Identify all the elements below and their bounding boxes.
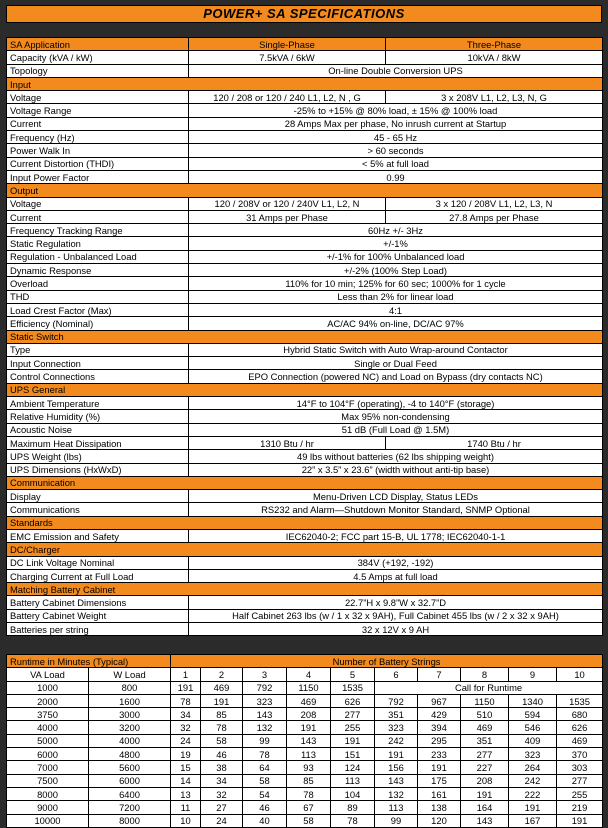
spec-label: Voltage Range <box>7 104 189 117</box>
runtime-cell: 15 <box>171 761 201 774</box>
spec-row <box>7 197 603 210</box>
runtime-row <box>7 801 603 814</box>
runtime-cell: 124 <box>331 761 375 774</box>
spec-label: Acoustic Noise <box>7 423 189 436</box>
spec-row <box>7 596 603 609</box>
runtime-cell: 85 <box>287 774 331 787</box>
runtime-row <box>7 748 603 761</box>
runtime-cell: 58 <box>287 814 331 827</box>
spec-value: Single or Dual Feed <box>189 357 603 370</box>
spec-label: Display <box>7 490 189 503</box>
section-header-row <box>7 330 603 343</box>
va-load-cell: 4000 <box>7 721 89 734</box>
w-load-cell: 3000 <box>89 708 171 721</box>
runtime-row <box>7 774 603 787</box>
w-load-cell: 5600 <box>89 761 171 774</box>
va-load-cell: 3750 <box>7 708 89 721</box>
spec-value: 28 Amps Max per phase, No inrush current at Startup <box>189 117 603 130</box>
spec-row <box>7 91 603 104</box>
spec-row <box>7 303 603 316</box>
runtime-table <box>6 654 603 828</box>
runtime-cell: 277 <box>461 748 509 761</box>
w-load-header: W Load <box>89 668 171 681</box>
spec-value-single-phase: 7.5kVA / 6kW <box>189 51 386 64</box>
spec-value: -25% to +15% @ 80% load, ± 15% @ 100% load <box>189 104 603 117</box>
runtime-cell: 67 <box>287 801 331 814</box>
runtime-cell: 394 <box>418 721 461 734</box>
spec-row <box>7 529 603 542</box>
runtime-row <box>7 787 603 800</box>
runtime-cell: 14 <box>171 774 201 787</box>
runtime-cell: 85 <box>201 708 243 721</box>
runtime-cell: 208 <box>461 774 509 787</box>
spec-label: Batteries per string <box>7 623 189 636</box>
runtime-cell: 46 <box>243 801 287 814</box>
runtime-cell: 99 <box>243 734 287 747</box>
runtime-cell: 58 <box>201 734 243 747</box>
call-for-runtime-note: Call for Runtime <box>375 681 603 694</box>
spec-value: Hybrid Static Switch with Auto Wrap-around Contactor <box>189 343 603 356</box>
spec-row <box>7 463 603 476</box>
runtime-cell: 191 <box>418 761 461 774</box>
spec-row <box>7 210 603 223</box>
runtime-cell: 113 <box>287 748 331 761</box>
runtime-cell: 138 <box>418 801 461 814</box>
runtime-cell: 219 <box>557 801 603 814</box>
spec-label: Efficiency (Nominal) <box>7 317 189 330</box>
spec-row <box>7 237 603 250</box>
spec-value: > 60 seconds <box>189 144 603 157</box>
spec-value: 4:1 <box>189 303 603 316</box>
spec-row <box>7 264 603 277</box>
runtime-cell: 255 <box>331 721 375 734</box>
battery-strings-title: Number of Battery Strings <box>171 655 603 668</box>
runtime-cell: 191 <box>461 787 509 800</box>
runtime-cell: 469 <box>201 681 243 694</box>
runtime-cell: 132 <box>375 787 418 800</box>
spec-value-single-phase: 1310 Btu / hr <box>189 436 386 449</box>
runtime-cell: 64 <box>243 761 287 774</box>
w-load-cell: 6000 <box>89 774 171 787</box>
spec-label: Capacity (kVA / kW) <box>7 51 189 64</box>
spec-value: 0.99 <box>189 170 603 183</box>
spec-row <box>7 117 603 130</box>
runtime-cell: 351 <box>461 734 509 747</box>
runtime-title: Runtime in Minutes (Typical) <box>7 655 171 668</box>
runtime-cell: 191 <box>375 748 418 761</box>
va-load-cell: 2000 <box>7 694 89 707</box>
spec-label: UPS Dimensions (HxWxD) <box>7 463 189 476</box>
spec-row <box>7 436 603 449</box>
runtime-cell: 1340 <box>509 694 557 707</box>
spec-row <box>7 410 603 423</box>
runtime-cell: 143 <box>243 708 287 721</box>
spec-label: Voltage <box>7 197 189 210</box>
spec-value: Half Cabinet 263 lbs (w / 1 x 32 x 9AH), Full Cabinet 455 lbs (w / 2 x 32 x 9AH) <box>189 609 603 622</box>
spec-row <box>7 104 603 117</box>
spec-row <box>7 556 603 569</box>
runtime-cell: 191 <box>331 734 375 747</box>
section-header-row <box>7 383 603 396</box>
spec-row <box>7 131 603 144</box>
spec-value: AC/AC 94% on-line, DC/AC 97% <box>189 317 603 330</box>
spec-label: THD <box>7 290 189 303</box>
runtime-cell: 295 <box>418 734 461 747</box>
w-load-cell: 4000 <box>89 734 171 747</box>
spec-row <box>7 503 603 516</box>
spec-row <box>7 450 603 463</box>
spec-row <box>7 64 603 77</box>
table-header-row <box>7 38 603 51</box>
string-count-header: 9 <box>509 668 557 681</box>
runtime-cell: 1535 <box>557 694 603 707</box>
runtime-cell: 792 <box>243 681 287 694</box>
spec-value: EPO Connection (powered NC) and Load on Bypass (dry contacts NC) <box>189 370 603 383</box>
section-title: Standards <box>7 516 603 529</box>
spec-label: DC Link Voltage Nominal <box>7 556 189 569</box>
spec-label: Control Connections <box>7 370 189 383</box>
va-load-cell: 10000 <box>7 814 89 827</box>
spec-value: RS232 and Alarm—Shutdown Monitor Standard, SNMP Optional <box>189 503 603 516</box>
spec-value-three-phase: 3 x 120 / 208V L1, L2, L3, N <box>386 197 603 210</box>
runtime-cell: 351 <box>375 708 418 721</box>
runtime-cell: 10 <box>171 814 201 827</box>
spec-value: 51 dB (Full Load @ 1.5M) <box>189 423 603 436</box>
section-header-row <box>7 543 603 556</box>
va-load-cell: 9000 <box>7 801 89 814</box>
runtime-cell: 191 <box>171 681 201 694</box>
runtime-cell: 191 <box>557 814 603 827</box>
va-load-cell: 5000 <box>7 734 89 747</box>
section-header-row <box>7 583 603 596</box>
spec-row <box>7 277 603 290</box>
spec-label: Regulation - Unbalanced Load <box>7 250 189 263</box>
section-header-row <box>7 476 603 489</box>
runtime-cell: 27 <box>201 801 243 814</box>
runtime-cell: 191 <box>201 694 243 707</box>
runtime-cell: 32 <box>201 787 243 800</box>
runtime-cell: 164 <box>461 801 509 814</box>
va-load-header: VA Load <box>7 668 89 681</box>
spec-value: 22” x 3.5” x 23.6” (width without anti-tip base) <box>189 463 603 476</box>
spec-row <box>7 370 603 383</box>
spec-value: 49 lbs without batteries (62 lbs shipping weight) <box>189 450 603 463</box>
spec-label: Voltage <box>7 91 189 104</box>
runtime-cell: 370 <box>557 748 603 761</box>
w-load-cell: 1600 <box>89 694 171 707</box>
runtime-cell: 78 <box>287 787 331 800</box>
section-title: Output <box>7 184 603 197</box>
spec-label: Frequency (Hz) <box>7 131 189 144</box>
spec-label: Relative Humidity (%) <box>7 410 189 423</box>
runtime-cell: 38 <box>201 761 243 774</box>
spec-label: Load Crest Factor (Max) <box>7 303 189 316</box>
section-header-row <box>7 184 603 197</box>
runtime-cell: 277 <box>331 708 375 721</box>
runtime-cell: 143 <box>287 734 331 747</box>
runtime-cell: 510 <box>461 708 509 721</box>
w-load-cell: 7200 <box>89 801 171 814</box>
spec-value: 60Hz +/- 3Hz <box>189 224 603 237</box>
runtime-cell: 156 <box>375 761 418 774</box>
runtime-cell: 1150 <box>287 681 331 694</box>
runtime-cell: 167 <box>509 814 557 827</box>
spec-value-three-phase: 1740 Btu / hr <box>386 436 603 449</box>
spec-label: Overload <box>7 277 189 290</box>
string-count-header: 3 <box>243 668 287 681</box>
spec-label: Topology <box>7 64 189 77</box>
runtime-cell: 93 <box>287 761 331 774</box>
runtime-cell: 242 <box>375 734 418 747</box>
runtime-cell: 24 <box>171 734 201 747</box>
spec-row <box>7 224 603 237</box>
runtime-row <box>7 694 603 707</box>
runtime-cell: 40 <box>243 814 287 827</box>
spec-label: Dynamic Response <box>7 264 189 277</box>
w-load-cell: 4800 <box>89 748 171 761</box>
runtime-cell: 34 <box>201 774 243 787</box>
runtime-cell: 227 <box>461 761 509 774</box>
runtime-cell: 191 <box>287 721 331 734</box>
runtime-row <box>7 721 603 734</box>
spec-label: Battery Cabinet Weight <box>7 609 189 622</box>
runtime-row <box>7 814 603 827</box>
runtime-row <box>7 734 603 747</box>
string-count-header: 2 <box>201 668 243 681</box>
va-load-cell: 7500 <box>7 774 89 787</box>
spec-row <box>7 290 603 303</box>
string-count-header: 6 <box>375 668 418 681</box>
spec-value: 45 - 65 Hz <box>189 131 603 144</box>
spec-row <box>7 51 603 64</box>
spec-label: Current Distortion (THDI) <box>7 157 189 170</box>
spec-label: UPS Weight (lbs) <box>7 450 189 463</box>
spec-row <box>7 423 603 436</box>
spec-value-single-phase: 31 Amps per Phase <box>189 210 386 223</box>
spec-value: +/-1% <box>189 237 603 250</box>
spec-label: Communications <box>7 503 189 516</box>
spec-value: Less than 2% for linear load <box>189 290 603 303</box>
spec-label: EMC Emission and Safety <box>7 529 189 542</box>
runtime-cell: 58 <box>243 774 287 787</box>
w-load-cell: 8000 <box>89 814 171 827</box>
runtime-cell: 323 <box>509 748 557 761</box>
runtime-cell: 175 <box>418 774 461 787</box>
runtime-cell: 24 <box>201 814 243 827</box>
runtime-cell: 264 <box>509 761 557 774</box>
spec-value: < 5% at full load <box>189 157 603 170</box>
runtime-cell: 469 <box>557 734 603 747</box>
runtime-cell: 151 <box>331 748 375 761</box>
runtime-cell: 132 <box>243 721 287 734</box>
spec-label: Battery Cabinet Dimensions <box>7 596 189 609</box>
specifications-table <box>6 37 603 636</box>
va-load-cell: 7000 <box>7 761 89 774</box>
spec-label: Input Power Factor <box>7 170 189 183</box>
runtime-cell: 323 <box>243 694 287 707</box>
va-load-cell: 8000 <box>7 787 89 800</box>
spec-row <box>7 357 603 370</box>
spec-value: +/-1% for 100% Unbalanced load <box>189 250 603 263</box>
va-load-cell: 1000 <box>7 681 89 694</box>
runtime-cell: 99 <box>375 814 418 827</box>
spec-label: Frequency Tracking Range <box>7 224 189 237</box>
string-count-header: 10 <box>557 668 603 681</box>
runtime-row <box>7 681 603 694</box>
header-three-phase: Three-Phase <box>386 38 603 51</box>
runtime-cell: 626 <box>557 721 603 734</box>
spec-row <box>7 317 603 330</box>
runtime-cell: 967 <box>418 694 461 707</box>
section-title: Matching Battery Cabinet <box>7 583 603 596</box>
runtime-cell: 19 <box>171 748 201 761</box>
runtime-cell: 1535 <box>331 681 375 694</box>
spec-value-three-phase: 10kVA / 8kW <box>386 51 603 64</box>
spec-row <box>7 250 603 263</box>
spec-value: IEC62040-2; FCC part 15-B, UL 1778; IEC62040-1-1 <box>189 529 603 542</box>
runtime-cell: 78 <box>331 814 375 827</box>
runtime-cell: 409 <box>509 734 557 747</box>
runtime-cell: 78 <box>201 721 243 734</box>
runtime-cell: 429 <box>418 708 461 721</box>
spec-label: Current <box>7 117 189 130</box>
section-header-row <box>7 516 603 529</box>
section-header-row <box>7 77 603 90</box>
runtime-title-row <box>7 655 603 668</box>
section-title: Static Switch <box>7 330 603 343</box>
spec-value-three-phase: 27.8 Amps per Phase <box>386 210 603 223</box>
string-count-header: 4 <box>287 668 331 681</box>
w-load-cell: 3200 <box>89 721 171 734</box>
spec-row <box>7 623 603 636</box>
spec-value: Max 95% non-condensing <box>189 410 603 423</box>
spec-value: 32 x 12V x 9 AH <box>189 623 603 636</box>
spec-value: +/-2% (100% Step Load) <box>189 264 603 277</box>
spec-label: Ambient Temperature <box>7 397 189 410</box>
spec-row <box>7 144 603 157</box>
string-count-header: 7 <box>418 668 461 681</box>
runtime-cell: 323 <box>375 721 418 734</box>
section-title: Communication <box>7 476 603 489</box>
runtime-cell: 233 <box>418 748 461 761</box>
runtime-cell: 32 <box>171 721 201 734</box>
spec-row <box>7 157 603 170</box>
spec-row <box>7 343 603 356</box>
spec-value: 110% for 10 min; 125% for 60 sec; 1000% for 1 cycle <box>189 277 603 290</box>
runtime-cell: 255 <box>557 787 603 800</box>
runtime-cell: 303 <box>557 761 603 774</box>
runtime-cell: 161 <box>418 787 461 800</box>
runtime-cell: 191 <box>509 801 557 814</box>
runtime-cell: 13 <box>171 787 201 800</box>
spec-row <box>7 569 603 582</box>
spec-label: Input Connection <box>7 357 189 370</box>
header-label: SA Application <box>7 38 189 51</box>
spec-row <box>7 170 603 183</box>
va-load-cell: 6000 <box>7 748 89 761</box>
runtime-cell: 143 <box>461 814 509 827</box>
runtime-row <box>7 761 603 774</box>
runtime-cell: 469 <box>287 694 331 707</box>
runtime-cell: 78 <box>243 748 287 761</box>
page-title: POWER+ SA SPECIFICATIONS <box>6 5 602 23</box>
spec-label: Current <box>7 210 189 223</box>
spec-label: Power Walk In <box>7 144 189 157</box>
runtime-cell: 792 <box>375 694 418 707</box>
runtime-cell: 120 <box>418 814 461 827</box>
runtime-column-header-row <box>7 668 603 681</box>
runtime-cell: 469 <box>461 721 509 734</box>
runtime-cell: 680 <box>557 708 603 721</box>
string-count-header: 8 <box>461 668 509 681</box>
runtime-cell: 89 <box>331 801 375 814</box>
spec-value: 14°F to 104°F (operating), -4 to 140°F (storage) <box>189 397 603 410</box>
runtime-cell: 143 <box>375 774 418 787</box>
runtime-cell: 208 <box>287 708 331 721</box>
runtime-cell: 34 <box>171 708 201 721</box>
w-load-cell: 6400 <box>89 787 171 800</box>
string-count-header: 1 <box>171 668 201 681</box>
w-load-cell: 800 <box>89 681 171 694</box>
spec-label: Charging Current at Full Load <box>7 569 189 582</box>
spec-label: Maximum Heat Dissipation <box>7 436 189 449</box>
spec-value: 384V (+192, -192) <box>189 556 603 569</box>
spec-value-three-phase: 3 x 208V L1, L2, L3, N, G <box>386 91 603 104</box>
runtime-cell: 54 <box>243 787 287 800</box>
spec-row <box>7 397 603 410</box>
spec-row <box>7 609 603 622</box>
runtime-cell: 242 <box>509 774 557 787</box>
runtime-cell: 11 <box>171 801 201 814</box>
spec-label: Type <box>7 343 189 356</box>
runtime-cell: 546 <box>509 721 557 734</box>
spec-value: 22.7”H x 9.8”W x 32.7”D <box>189 596 603 609</box>
string-count-header: 5 <box>331 668 375 681</box>
spec-label: Static Regulation <box>7 237 189 250</box>
runtime-cell: 222 <box>509 787 557 800</box>
spec-value-single-phase: 120 / 208V or 120 / 240V L1, L2, N <box>189 197 386 210</box>
section-title: Input <box>7 77 603 90</box>
section-title: DC/Charger <box>7 543 603 556</box>
runtime-cell: 277 <box>557 774 603 787</box>
spec-value: On-line Double Conversion UPS <box>189 64 603 77</box>
runtime-cell: 113 <box>331 774 375 787</box>
runtime-cell: 626 <box>331 694 375 707</box>
spec-row <box>7 490 603 503</box>
runtime-cell: 1150 <box>461 694 509 707</box>
runtime-cell: 113 <box>375 801 418 814</box>
spec-value: 4.5 Amps at full load <box>189 569 603 582</box>
runtime-row <box>7 708 603 721</box>
runtime-cell: 46 <box>201 748 243 761</box>
section-title: UPS General <box>7 383 603 396</box>
runtime-cell: 594 <box>509 708 557 721</box>
header-single-phase: Single-Phase <box>189 38 386 51</box>
runtime-cell: 78 <box>171 694 201 707</box>
spec-value-single-phase: 120 / 208 or 120 / 240 L1, L2, N , G <box>189 91 386 104</box>
runtime-cell: 104 <box>331 787 375 800</box>
spec-value: Menu-Driven LCD Display, Status LEDs <box>189 490 603 503</box>
